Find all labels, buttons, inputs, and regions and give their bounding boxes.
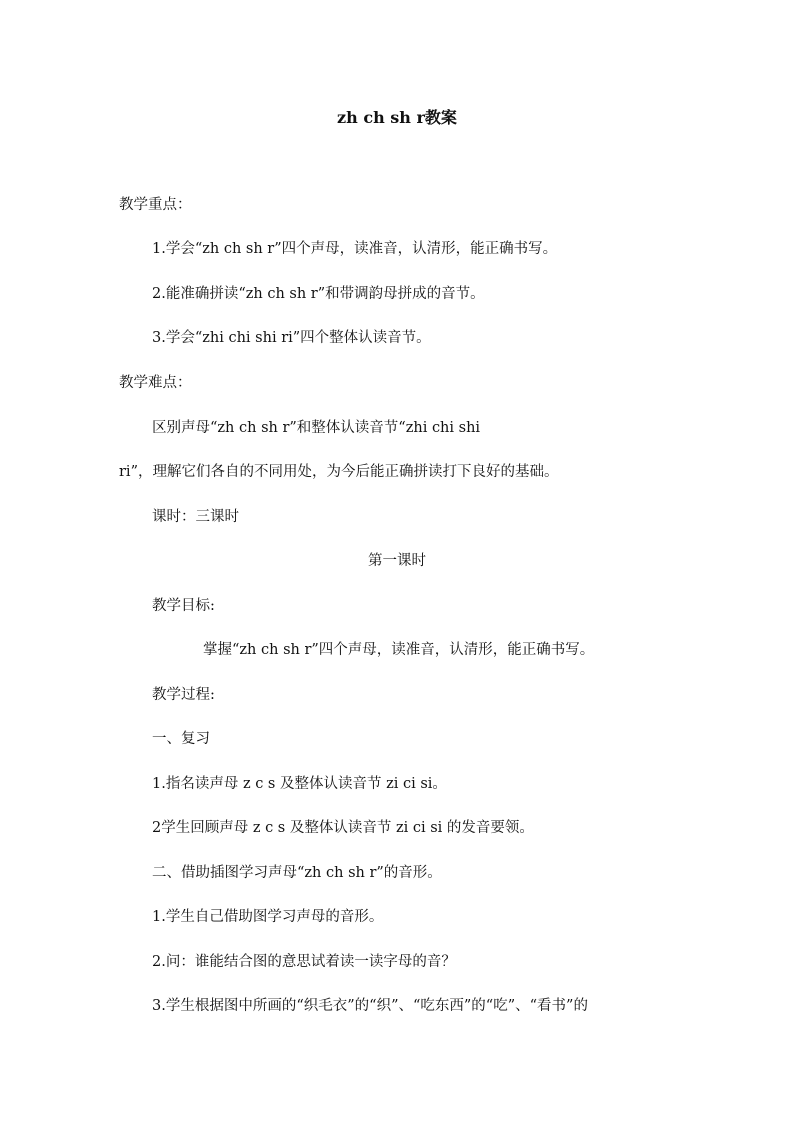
section-heading-process: 教学过程: — [152, 687, 215, 703]
objective-text: 掌握“zh ch sh r”四个声母，读准音，认清形，能正确书写。 — [203, 642, 595, 658]
illustration-item-3: 3.学生根据图中所画的“织毛衣”的“织”、“吃东西”的“吃”、“看书”的 — [152, 998, 588, 1014]
key-point-2: 2.能准确拼读“zh ch sh r”和带调韵母拼成的音节。 — [152, 286, 485, 302]
section-heading-difficulties: 教学难点： — [119, 375, 192, 391]
process-step-review: 一、复习 — [152, 731, 210, 747]
key-point-1: 1.学会“zh ch sh r”四个声母，读准音，认清形，能正确书写。 — [152, 241, 558, 257]
difficulty-text-line-2: ri”，理解它们各自的不同用处，为今后能正确拼读打下良好的基础。 — [119, 464, 559, 480]
illustration-item-1: 1.学生自己借助图学习声母的音形。 — [152, 909, 384, 925]
lesson-heading: 第一课时 — [368, 553, 426, 569]
document-title: zh ch sh r教案 — [337, 108, 457, 127]
class-hours: 课时：三课时 — [152, 509, 239, 525]
illustration-item-2: 2.问：谁能结合图的意思试着读一读字母的音？ — [152, 954, 456, 970]
difficulty-text-line-1: 区别声母“zh ch sh r”和整体认读音节“zhi chi shi — [152, 420, 481, 436]
section-heading-key-points: 教学重点： — [119, 197, 192, 213]
key-point-3: 3.学会“zhi chi shi ri”四个整体认读音节。 — [152, 330, 431, 346]
section-heading-objectives: 教学目标: — [152, 598, 215, 614]
review-item-1: 1.指名读声母 z c s 及整体认读音节 zi ci si。 — [152, 776, 447, 792]
review-item-2: 2学生回顾声母 z c s 及整体认读音节 zi ci si 的发音要领。 — [152, 820, 534, 836]
process-step-illustration: 二、借助插图学习声母“zh ch sh r”的音形。 — [152, 865, 442, 881]
